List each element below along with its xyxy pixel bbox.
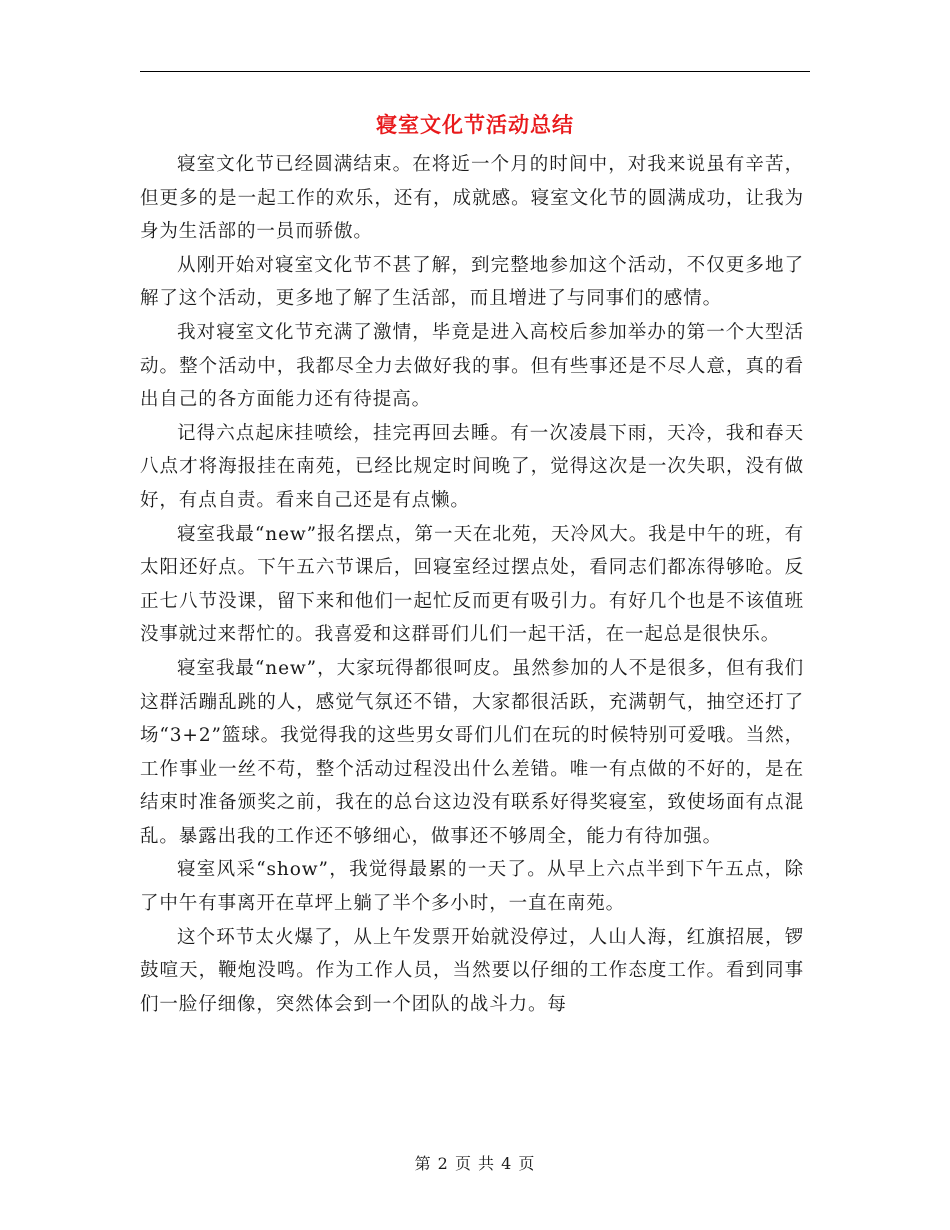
paragraph: 寝室文化节已经圆满结束。在将近一个月的时间中，对我来说虽有辛苦，但更多的是一起工作的欢乐，还有，成就感。寝室文化节的圆满成功，让我为身为生活部的一员而骄傲。 (140, 154, 804, 243)
paragraph: 我对寝室文化节充满了激情，毕竟是进入高校后参加举办的第一个大型活动。整个活动中，我都尽全力去做好我的事。但有些事还是不尽人意，真的看出自己的各方面能力还有待提高。 (140, 321, 804, 411)
paragraph: 这个环节太火爆了，从上午发票开始就没停过，人山人海，红旗招展，锣鼓喧天，鞭炮没鸣。作为工作人员，当然要以仔细的工作态度工作。看到同事们一脸仔细像，突然体会到一个团队的战斗力。每 (140, 926, 804, 1015)
page-number-footer: 第 2 页 共 4 页 (414, 1154, 536, 1173)
paragraph: 记得六点起床挂喷绘，挂完再回去睡。有一次凌晨下雨，天冷，我和春天八点才将海报挂在南苑，已经比规定时间晚了，觉得这次是一次失职，没有做好，有点自责。看来自己还是有点懒。 (140, 422, 804, 511)
paragraph: 寝室我最“new”，大家玩得都很呵皮。虽然参加的人不是很多，但有我们这群活蹦乱跳的人，感觉气氛还不错，大家都很活跃，充满朝气，抽空还打了场“3+2”篮球。我觉得我的这些男女哥们儿们在玩的时候特别可爱哦。当然，工作事业一丝不苟，整个活动过程没出什么差错。唯一有点做的不好的，是在结束时准备颁奖之前，我在的总台这边没有联系好得奖寝室，致使场面有点混乱。暴露出我的工作还不够细心，做事还不够周全，能力有待加强。 (140, 657, 804, 847)
document-body (140, 148, 804, 1021)
header-rule (140, 71, 810, 72)
paragraph: 寝室我最“new”报名摆点，第一天在北苑，天冷风大。我是中午的班，有太阳还好点。下午五六节课后，回寝室经过摆点处，看同志们都冻得够呛。反正七八节没课，留下来和他们一起忙反而更有吸引力。有好几个也是不该值班没事就过来帮忙的。我喜爱和这群哥们儿们一起干活，在一起总是很快乐。 (140, 523, 804, 646)
paragraph: 寝室风采“show”，我觉得最累的一天了。从早上六点半到下午五点，除了中午有事离开在草坪上躺了半个多小时，一直在南苑。 (140, 859, 804, 915)
document-title: 寝室文化节活动总结 (376, 113, 574, 137)
paragraph: 从刚开始对寝室文化节不甚了解，到完整地参加这个活动，不仅更多地了解了这个活动，更多地了解了生活部，而且增进了与同事们的感情。 (140, 254, 804, 310)
